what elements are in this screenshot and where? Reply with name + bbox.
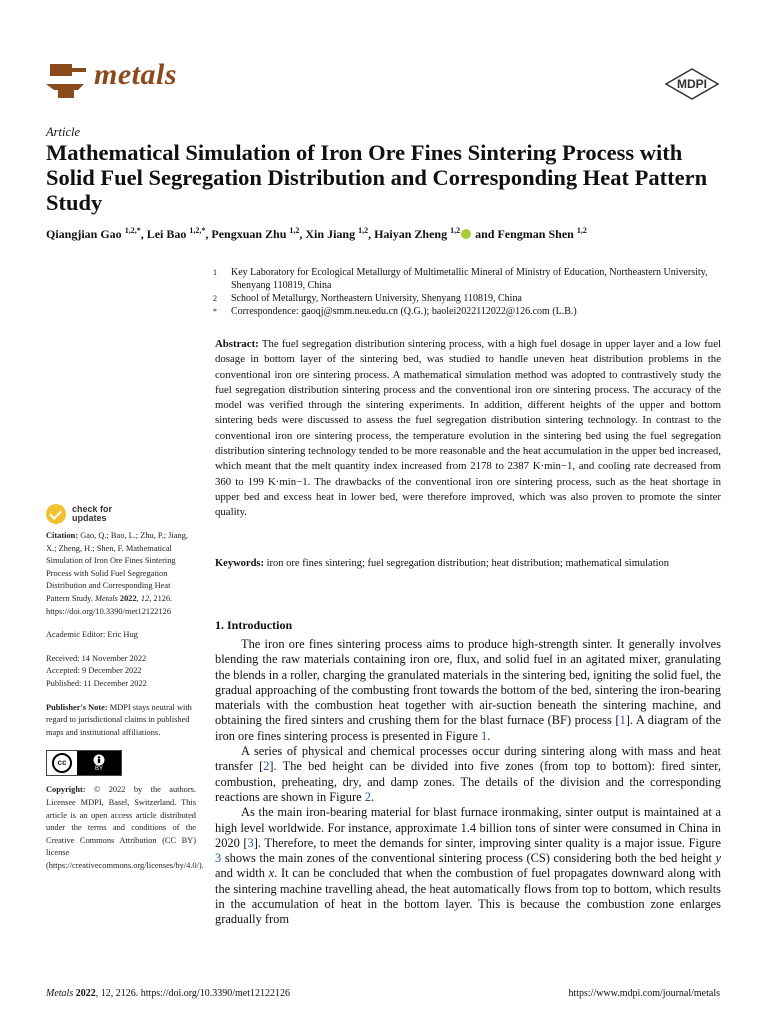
- mdpi-logo-text: MDPI: [677, 77, 707, 91]
- reference-link[interactable]: 2: [263, 759, 270, 774]
- body-paragraph: The iron ore fines sintering process aims to produce high-strength sinter. It generally involves blending the raw materials containing iron ore, flux, and solid fuel in an agitated mixer, granulating the blends in a roller, charging the granulated materials in the sintering bed, igniting the solid fuel, the gradual approaching of the combusting front towards the bottom of the bed, sintering the iron-bearing materials with the combustion heat together with air-suction beneath the sintering machine, and obtaining the fired sinters and crushing them for the blast furnace (BF) process [1]. A diagram of the iron ore fines sintering process is presented in Figure 1.: [215, 637, 721, 743]
- article-type: Article: [46, 125, 81, 139]
- keywords: [215, 558, 725, 569]
- keywords-text: iron ore fines sintering; fuel segregation distribution; heat distribution; mathematical simulation: [266, 558, 670, 569]
- author-name: Haiyan Zheng: [374, 227, 451, 241]
- section-title: 1. Introduction: [215, 618, 293, 632]
- sidebar: [46, 504, 204, 883]
- affiliation-item: [213, 292, 733, 305]
- citation: Citation: Gao, Q.; Bao, L.; Zhu, P.; Jiang, X.; Zheng, H.; Shen, F. Mathematical Simulation of Iron Ore Fines Sintering Process with Solid Fuel Segregation Distribution and Corresponding Heat Pattern Study. Metals 2022, 12, 2126. https://doi.org/10.3390/met12122126: [46, 531, 188, 616]
- accepted-date: Accepted: 9 December 2022: [46, 666, 142, 676]
- check-for-updates-button[interactable]: [46, 504, 196, 524]
- author-affiliation-mark: 1,2,*: [189, 226, 206, 235]
- reference-link[interactable]: 3: [247, 835, 254, 850]
- cc-by-license-badge[interactable]: [46, 750, 122, 776]
- footer-journal-link[interactable]: https://www.mdpi.com/journal/metals: [568, 988, 720, 999]
- affiliation-text: Key Laboratory for Ecological Metallurgy of Multimetallic Mineral of Ministry of Education, Northeastern University, Shenyang 110819, China: [231, 267, 708, 291]
- footer-citation: Metals 2022, 12, 2126. https://doi.org/10.3390/met12122126: [46, 988, 290, 999]
- cc-icon: cc: [52, 753, 72, 773]
- academic-editor: Academic Editor: Eric Hug: [46, 630, 138, 640]
- author-separator: ,: [368, 227, 375, 241]
- author-name: Fengman Shen: [497, 227, 577, 241]
- affiliation-mark: 2: [213, 294, 217, 303]
- author-affiliation-mark: 1,2: [450, 226, 461, 235]
- author-affiliation-mark: 1,2: [289, 226, 300, 235]
- reference-link[interactable]: 1: [481, 728, 488, 743]
- affiliation-item: [213, 305, 733, 318]
- author-separator: ,: [140, 227, 147, 241]
- author-affiliation-mark: 1,2: [358, 226, 369, 235]
- check-updates-icon: [46, 504, 66, 524]
- journal-name: metals: [94, 58, 177, 91]
- orcid-icon[interactable]: [461, 229, 471, 239]
- mdpi-logo-icon[interactable]: [664, 68, 720, 100]
- author-affiliation-mark: 1,2: [576, 226, 587, 235]
- publisher-note: Publisher's Note: MDPI stays neutral with regard to jurisdictional claims in published maps and institutional affiliations.: [46, 702, 192, 737]
- abstract-text: The fuel segregation distribution sintering process, with a high fuel dosage in upper layer and a low fuel dosage in bottom layer of the sintering bed, was studied to handle uneven heat distribution problems in the conventional iron ore sintering process. A mathematical simulation method was adopted to contrastively study the fuel segregation distribution sintering process and the conventional iron ore sintering process. The accuracy of the model was verified through the sintering experiments. In addition, different heights of the upper and bottom sintering beds were discussed to assess the fuel segregation distribution sintering technology. In contrast to the conventional iron ore sintering process, the temperature evolution in the sintering bed using the fuel segregation distribution sintering technology tended to be more reasonable and the heat accumulation in the upper bed increased, which meant that the melt quantity index increased from 2178 to 2387 K·min−1, and cooling rate decreased from 360 to 199 K·min−1. The drawbacks of the conventional iron ore sintering process, such as the heat shortage in upper bed and excess heat in lower bed, were therefore improved, which was also proven to promote the sinter quality.: [215, 338, 721, 519]
- received-date: Received: 14 November 2022: [46, 653, 147, 663]
- author-list: [46, 226, 746, 242]
- affiliation-mark: 1: [213, 268, 217, 277]
- article-title: Mathematical Simulation of Iron Ore Fines Sintering Process with Solid Fuel Segregation Distribution and Corresponding Heat Pattern Study: [46, 140, 708, 215]
- introduction-body: [215, 637, 721, 928]
- attribution-person-icon: [93, 754, 105, 766]
- author-separator: ,: [299, 227, 306, 241]
- author-separator: and: [472, 227, 498, 241]
- published-date: Published: 11 December 2022: [46, 678, 147, 688]
- author-name: Qiangjian Gao: [46, 227, 125, 241]
- affiliation-text: School of Metallurgy, Northeastern University, Shenyang 110819, China: [231, 293, 522, 304]
- reference-link[interactable]: 3: [215, 851, 222, 866]
- body-paragraph: A series of physical and chemical processes occur during sintering along with mass and heat transfer [2]. The bed height can be divided into five zones (from top to bottom): fired sinter, combustion, preheating, dry, and damp zones. The details of the division and the corresponding reactions are shown in Figure 2.: [215, 744, 721, 804]
- copyright: Copyright: © 2022 by the authors. Licensee MDPI, Basel, Switzerland. This article is an open access article distributed under the terms and conditions of the Creative Commons Attribution (CC BY) license (https://creativecommons.org/licenses/by/4.0/).: [46, 785, 204, 870]
- author-name: Lei Bao: [146, 227, 190, 241]
- author-name: Xin Jiang: [305, 227, 359, 241]
- keywords-label: Keywords:: [215, 558, 264, 569]
- affiliation-text: Correspondence: gaoqj@smm.neu.edu.cn (Q.G.); baolei2022112022@126.com (L.B.): [231, 306, 577, 317]
- by-label: BY: [94, 765, 103, 772]
- affiliation-mark: *: [213, 307, 217, 316]
- reference-link[interactable]: 1: [619, 713, 626, 728]
- author-name: Pengxuan Zhu: [211, 227, 290, 241]
- author-affiliation-mark: 1,2,*: [124, 226, 141, 235]
- abstract-label: Abstract:: [215, 338, 259, 350]
- reference-link[interactable]: 2: [364, 789, 371, 804]
- abstract: [215, 337, 721, 521]
- body-paragraph: As the main iron-bearing material for blast furnace ironmaking, sinter output is maintained at a high level worldwide. For instance, approximate 1.4 billion tons of sinter were consumed in China in 2020 [3]. Therefore, to meet the demands for sinter, improving sinter quality is a major issue. Figure 3 shows the main zones of the conventional sintering process (CS) considering both the bed height y and width x. It can be concluded that when the combustion of fuel propagates downward along with the sintering machine travelling ahead, the heat automatically flows from top to bottom, which results in the accumulation of heat in the bottom layer. This is because the combustion zone enlarges gradually from: [215, 805, 721, 927]
- author-separator: ,: [205, 227, 212, 241]
- metals-logo-icon: [44, 60, 90, 100]
- affiliation-item: [213, 266, 733, 292]
- affiliations: [213, 266, 733, 318]
- check-updates-label: check for updates: [72, 504, 113, 523]
